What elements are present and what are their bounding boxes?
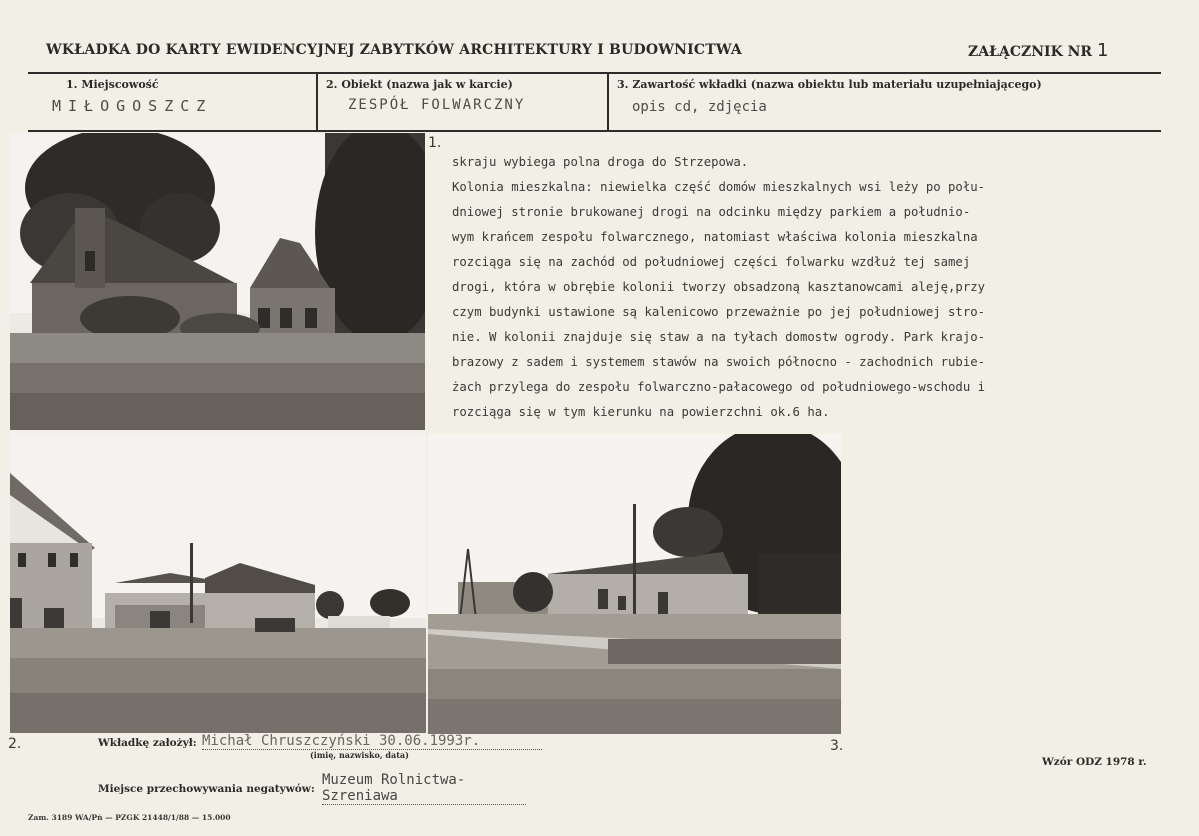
description-line: drogi, która w obrębie kolonii tworzy obsadzoną kasztanowcami aleję,przy xyxy=(452,280,986,294)
storage-label: Miejsce przechowywania negatywów: xyxy=(98,783,315,795)
description-line: dniowej stronie brukowanej drogi na odcinku między parkiem a południo- xyxy=(452,205,971,219)
photo-3-road-and-barns xyxy=(428,434,841,734)
contents-label: 3. Zawartość wkładki (nazwa obiektu lub materiału uzupełniającego) xyxy=(617,78,1042,91)
print-info: Zam. 3189 WA/Pń — PZGK 21448/1/88 — 15.000 xyxy=(28,813,231,822)
photo-2-farm-buildings xyxy=(10,433,426,733)
attachment-label: ZAŁĄCZNIK NR xyxy=(968,44,1093,60)
photo-3-number: 3. xyxy=(830,738,844,754)
author-hint: (imię, nazwisko, data) xyxy=(310,750,409,760)
author-label: Wkładkę założył: xyxy=(98,737,197,749)
header-rule-bottom xyxy=(28,130,1161,132)
field-divider-1 xyxy=(316,73,318,131)
photo-1-number: 1. xyxy=(428,135,442,151)
description-line: Kolonia mieszkalna: niewielka część domów mieszkalnych wsi leży po połu- xyxy=(452,180,986,194)
description-line: wym krańcem zespołu folwarcznego, natomiast właściwa kolonia mieszkalna xyxy=(452,230,978,244)
object-label: 2. Obiekt (nazwa jak w karcie) xyxy=(326,78,513,91)
location-value: MIŁOGOSZCZ xyxy=(52,97,213,115)
description-line: czym budynki ustawione są kalenicowo przeważnie po jej południowej stro- xyxy=(452,305,986,319)
description-line: żach przylega do zespołu folwarczno-pałacowego od południowego-wschodu i xyxy=(452,380,986,394)
object-value: ZESPÓŁ FOLWARCZNY xyxy=(348,97,526,113)
header-rule-top xyxy=(28,72,1161,74)
contents-value: opis cd, zdjęcia xyxy=(632,99,767,115)
description-line: rozciąga się na zachód od południowej części folwarku wzdłuż tej samej xyxy=(452,255,971,269)
storage-value: Muzeum Rolnictwa-Szreniawa xyxy=(322,772,526,805)
description-line: rozciąga się w tym kierunku na powierzchni ok.6 ha. xyxy=(452,405,830,419)
description-line: skraju wybiega polna droga do Strzepowa. xyxy=(452,155,749,169)
description-line: nie. W kolonii znajduje się staw a na tyłach domostw ogrody. Park krajo- xyxy=(452,330,986,344)
card-title: WKŁADKA DO KARTY EWIDENCYJNEJ ZABYTKÓW ARCHITEKTURY I BUDOWNICTWA xyxy=(46,42,742,58)
description-text xyxy=(452,150,1162,425)
attachment-number-value: 1 xyxy=(1096,40,1109,61)
field-divider-2 xyxy=(607,73,609,131)
description-line: brazowy z sadem i systemem stawów na swoich północno - zachodnich rubie- xyxy=(452,355,986,369)
photo-1-manor-buildings xyxy=(10,133,425,430)
attachment-number xyxy=(968,40,1108,61)
location-label: 1. Miejscowość xyxy=(66,78,159,91)
photo-2-number: 2. xyxy=(8,736,22,752)
author-value: Michał Chruszczyński 30.06.1993r. xyxy=(202,733,542,750)
template-label: Wzór ODZ 1978 r. xyxy=(1042,756,1147,768)
